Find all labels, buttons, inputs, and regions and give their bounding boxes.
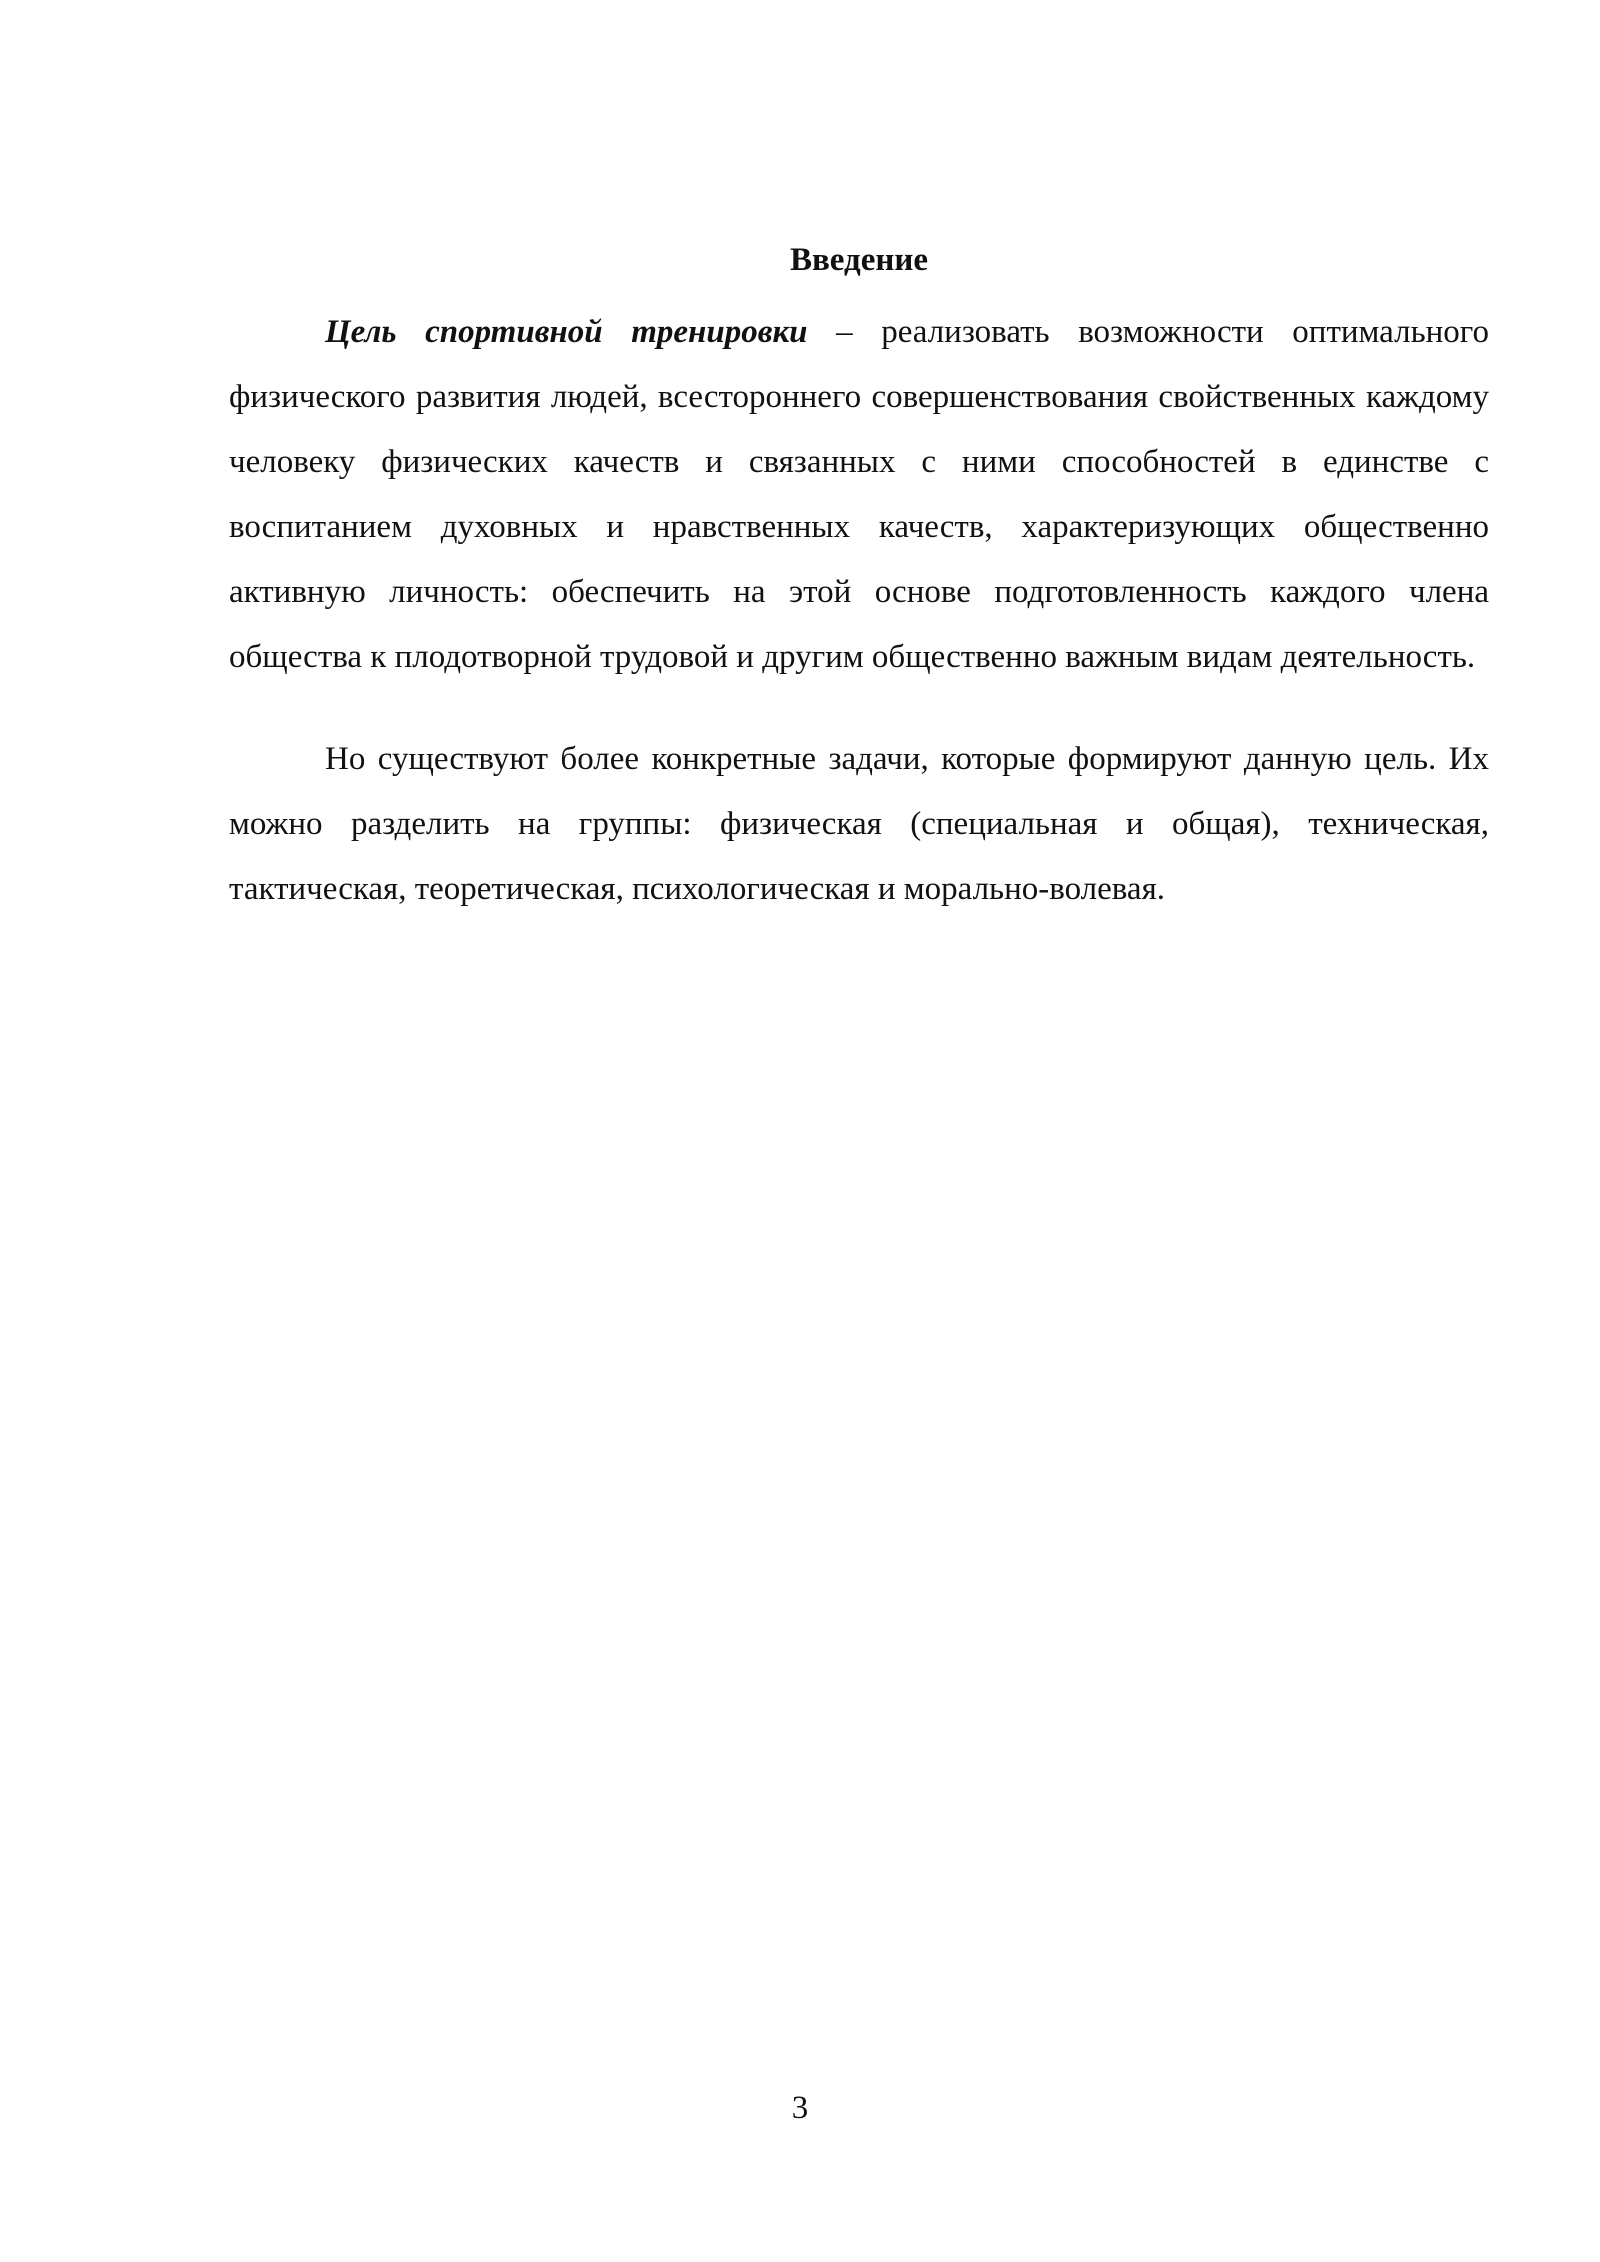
paragraph-goal xyxy=(229,300,1489,690)
page-title: Введение xyxy=(789,242,929,278)
page-content xyxy=(229,235,1489,922)
paragraph-tasks: Но существуют более конкретные задачи, которые формируют данную цель. Их можно разделить на группы: физическая (специальная и общая), техническая, тактическая, теоретическая, психологическая и морально-волевая. xyxy=(229,741,1489,907)
goal-term: Цель спортивной тренировки xyxy=(325,314,808,350)
page-number: 3 xyxy=(791,2090,809,2126)
goal-text: – реализовать возможности оптимального физического развития людей, всестороннего совершенствования свойственных каждому человеку физических качеств и связанных с ними способностей в единстве с воспитанием духовных и нравственных качеств, характеризующих общественно активную личность: обеспечить на этой основе подготовленность каждого члена общества к плодотворной трудовой и другим общественно важным видам деятельность. xyxy=(229,314,1490,675)
